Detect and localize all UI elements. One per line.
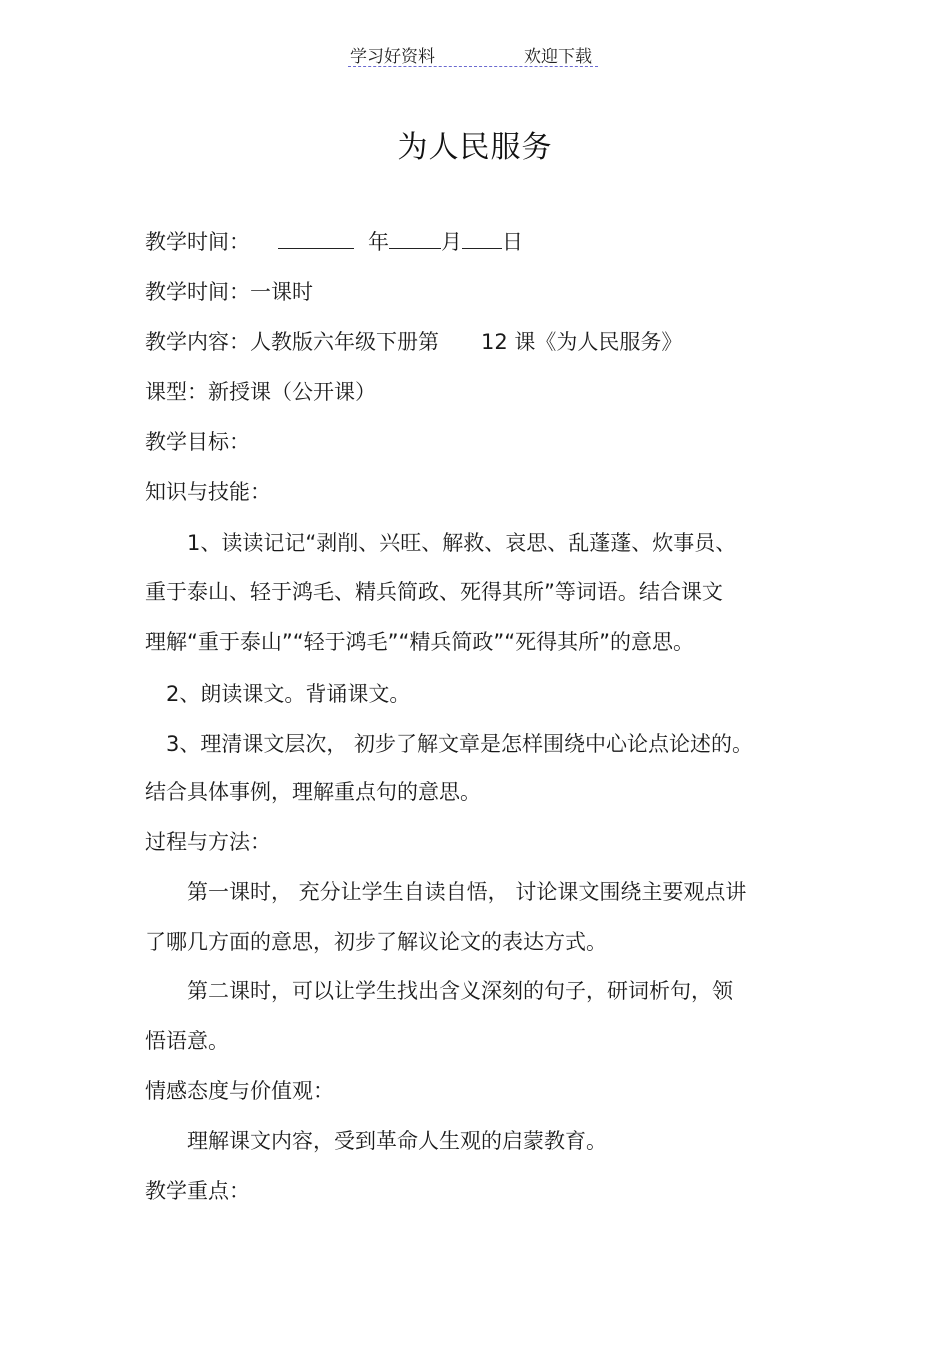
year-label: 年	[368, 230, 389, 254]
header-left-text: 学习好资料	[350, 47, 435, 67]
text-line: 知识与技能：	[145, 480, 271, 504]
text-line: 教学重点：	[145, 1179, 250, 1203]
text-line: 理解课文内容，受到革命人生观的启蒙教育。	[145, 1129, 607, 1153]
text-line: 结合具体事例，理解重点句的意思。	[145, 780, 481, 804]
text-line: 理解“重于泰山”“轻于鸿毛”“精兵简政”“死得其所”的意思。	[145, 630, 695, 654]
document-title: 为人民服务	[397, 130, 553, 165]
year-blank	[278, 228, 354, 249]
text-line: 了哪几方面的意思，初步了解议论文的表达方式。	[145, 930, 607, 954]
text-line: 重于泰山、轻于鸿毛、精兵简政、死得其所”等词语。结合课文	[145, 580, 723, 604]
text-line: 悟语意。	[145, 1029, 229, 1053]
text-line: 2、朗读课文。背诵课文。	[145, 682, 411, 706]
text-line: 教学内容：人教版六年级下册第 12 课《为人民服务》	[145, 330, 683, 354]
header-right-text: 欢迎下载	[524, 47, 592, 67]
text-line: 课型：新授课（公开课）	[145, 380, 376, 404]
page-header	[348, 40, 598, 67]
date-label: 教学时间：	[145, 230, 250, 254]
text-line: 情感态度与价值观：	[145, 1079, 334, 1103]
month-blank	[389, 228, 441, 249]
text-line: 过程与方法：	[145, 830, 271, 854]
text-line: 第一课时， 充分让学生自读自悟， 讨论课文围绕主要观点讲	[145, 880, 747, 904]
month-label: 月	[441, 230, 462, 254]
day-blank	[462, 228, 502, 249]
text-line: 第二课时，可以让学生找出含义深刻的句子，研词析句，领	[145, 979, 733, 1003]
text-line: 3、理清课文层次， 初步了解文章是怎样围绕中心论点论述的。	[145, 732, 754, 756]
text-line: 1、读读记记“剥削、兴旺、解救、哀思、乱蓬蓬、炊事员、	[145, 531, 737, 555]
text-line: 教学目标：	[145, 430, 250, 454]
date-line	[145, 228, 523, 256]
text-line: 教学时间：一课时	[145, 280, 313, 304]
day-label: 日	[502, 230, 523, 254]
